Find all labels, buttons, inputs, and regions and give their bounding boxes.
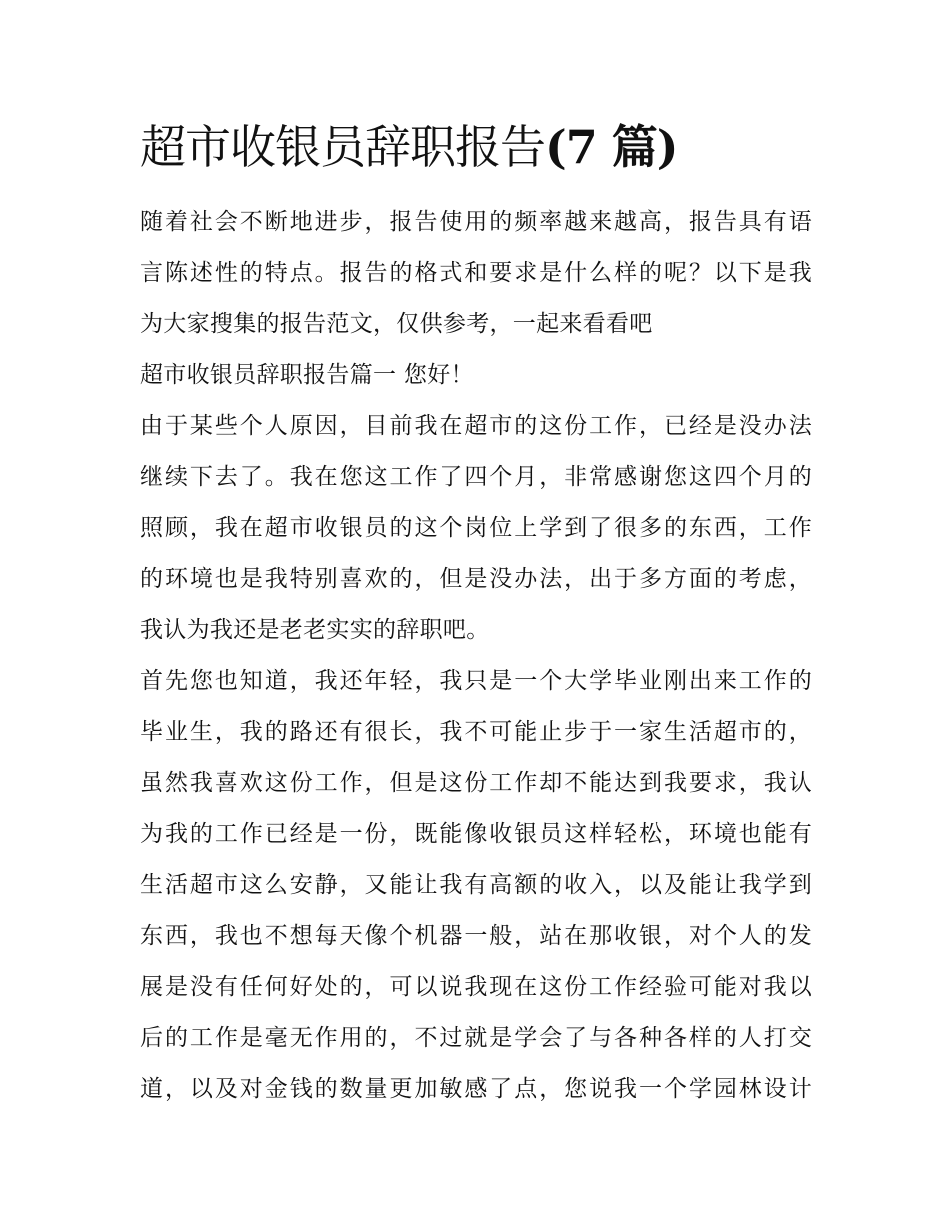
text-line: 毕业生，我的路还有很长，我不可能止步于一家生活超市的， [140,719,812,745]
text-line: 道，以及对金钱的数量更加敏感了点，您说我一个学园林设计 [140,1076,812,1102]
text-line: 生活超市这么安静，又能让我有高额的收入，以及能让我学到 [140,872,812,898]
title-count: (7 篇) [545,120,678,174]
text-line: 继续下去了。我在您这工作了四个月，非常感谢您这四个月的 [140,464,812,490]
text-line: 为大家搜集的报告范文，仅供参考，一起来看看吧 [140,311,653,337]
text-line: 首先您也知道，我还年轻，我只是一个大学毕业刚出来工作的 [140,668,812,694]
text-line: 我认为我还是老老实实的辞职吧。 [140,617,490,643]
text-line: 言陈述性的特点。报告的格式和要求是什么样的呢？以下是我 [140,260,812,286]
text-line: 超市收银员辞职报告篇一 您好！ [140,362,474,388]
text-line: 后的工作是毫无作用的，不过就是学会了与各种各样的人打交 [140,1025,812,1051]
text-line: 为我的工作已经是一份，既能像收银员这样轻松，环境也能有 [140,821,812,847]
title-main: 超市收银员辞职报告 [140,120,545,174]
text-line: 虽然我喜欢这份工作，但是这份工作却不能达到我要求，我认 [140,770,812,796]
text-line: 照顾，我在超市收银员的这个岗位上学到了很多的东西，工作 [140,515,812,541]
document-title [140,116,840,178]
text-line: 的环境也是我特别喜欢的，但是没办法，出于多方面的考虑， [140,566,812,592]
text-line: 随着社会不断地进步，报告使用的频率越来越高，报告具有语 [140,209,812,235]
text-line: 东西，我也不想每天像个机器一般，站在那收银，对个人的发 [140,923,812,949]
document-body [140,197,812,1115]
text-line: 展是没有任何好处的，可以说我现在这份工作经验可能对我以 [140,974,812,1000]
text-line: 由于某些个人原因，目前我在超市的这份工作，已经是没办法 [140,413,812,439]
